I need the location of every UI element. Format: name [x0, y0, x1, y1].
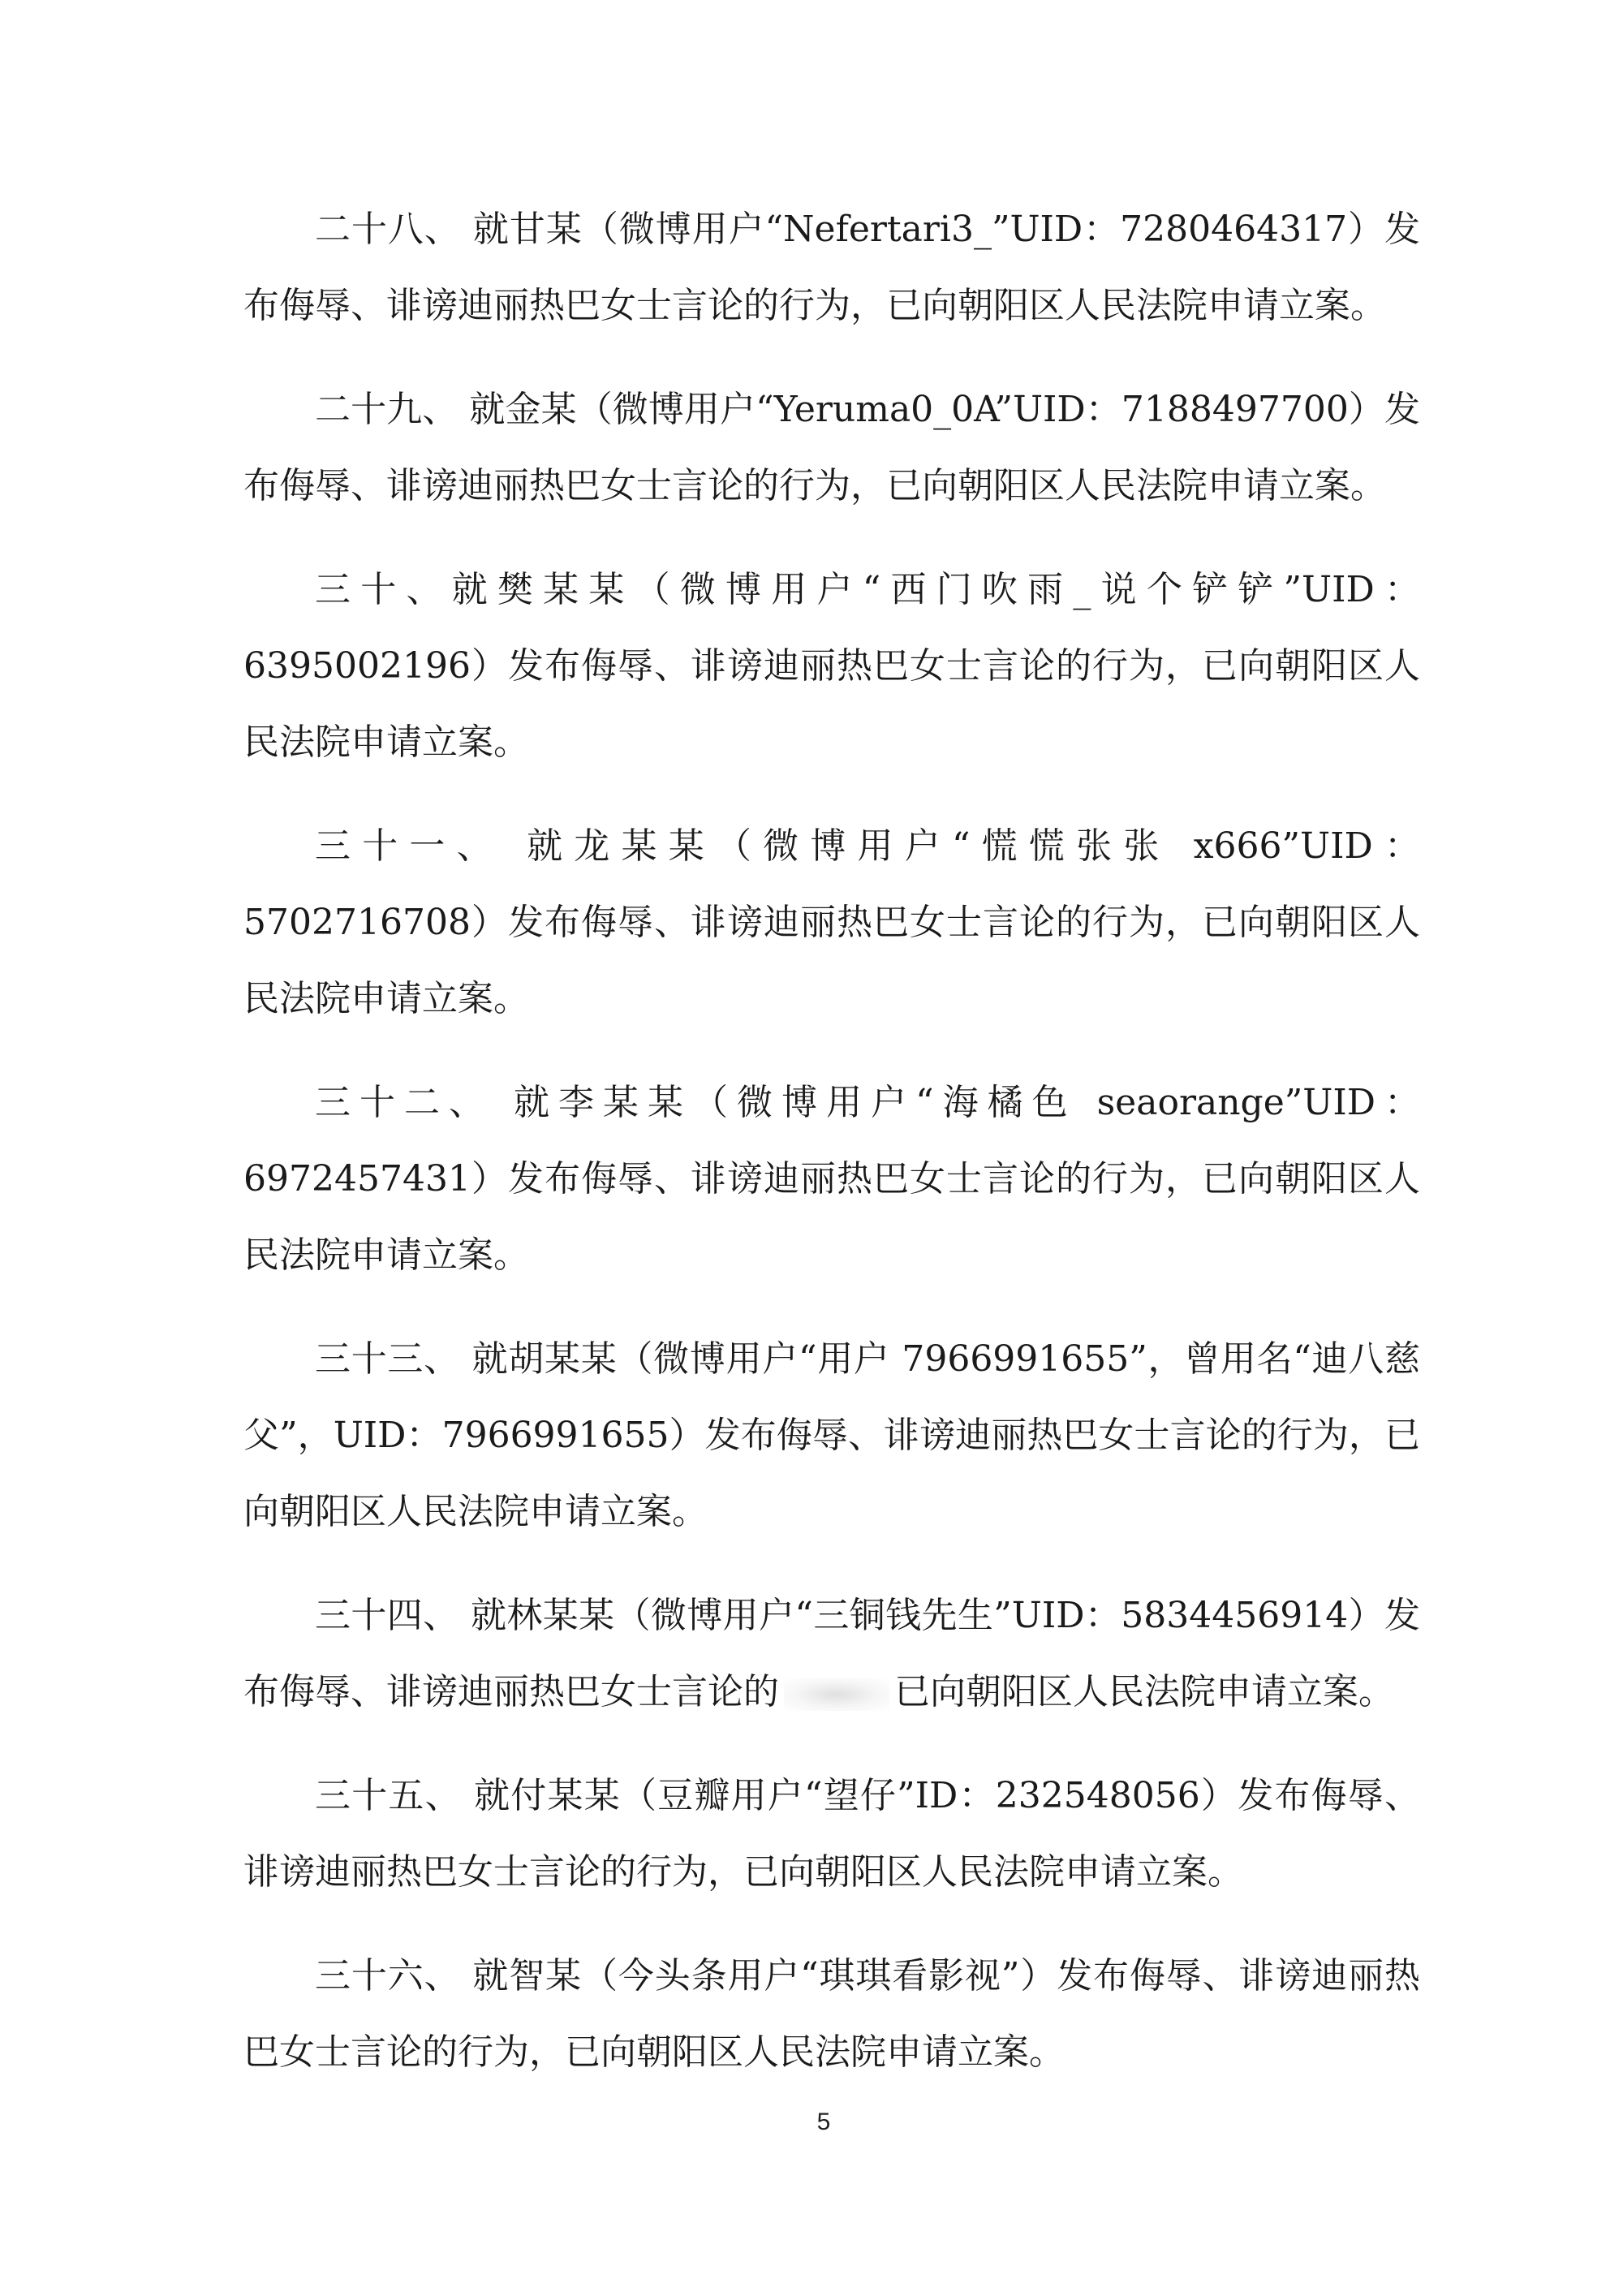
paragraph-31 [243, 808, 1420, 1037]
paragraph-29 [243, 372, 1420, 524]
paragraph-text: 就智某（今头条用户“琪琪看影视”）发布侮辱、诽谤迪丽热巴女士言论的行为，已向朝阳区人民法院申请立案。 [243, 1955, 1420, 2073]
paragraph-text: 就李某某（微博用户“海橘色 seaorange”UID：6972457431）发布侮辱、诽谤迪丽热巴女士言论的行为，已向朝阳区人民法院申请立案。 [243, 1082, 1420, 1276]
paragraph-number: 二十八、 [315, 209, 461, 250]
paragraph-text: 就樊某某（微博用户“西门吹雨_说个铲铲”UID：6395002196）发布侮辱、诽谤迪丽热巴女士言论的行为，已向朝阳区人民法院申请立案。 [243, 569, 1420, 763]
paragraph-number: 三十三、 [315, 1338, 460, 1380]
paragraph-32 [243, 1065, 1420, 1294]
paragraph-number: 三十四、 [315, 1595, 459, 1636]
paragraph-text-before-smudge: 就林某某（微博用户“三铜钱先生”UID：5834456914）发布侮辱、诽谤迪丽热巴女士言论的 [243, 1595, 1420, 1712]
page-number: 5 [816, 2109, 831, 2135]
paragraph-number: 三十六、 [315, 1955, 461, 1997]
paragraph-36 [243, 1938, 1420, 2091]
paragraph-number: 三十一、 [315, 825, 504, 867]
paragraph-text: 就甘某（微博用户“Nefertari3_”UID：7280464317）发布侮辱、诽谤迪丽热巴女士言论的行为，已向朝阳区人民法院申请立案。 [243, 209, 1420, 326]
paragraph-number: 三十二、 [315, 1082, 494, 1123]
paragraph-text: 就龙某某（微博用户“慌慌张张 x666”UID：5702716708）发布侮辱、诽谤迪丽热巴女士言论的行为，已向朝阳区人民法院申请立案。 [243, 825, 1420, 1019]
paragraph-33 [243, 1321, 1420, 1550]
document-body [243, 192, 1420, 2118]
paragraph-text-after-smudge: 已向朝阳区人民法院申请立案。 [894, 1671, 1394, 1712]
smudge-mark [784, 1678, 889, 1711]
paragraph-30 [243, 552, 1420, 781]
paragraph-number: 三十五、 [315, 1775, 462, 1816]
paragraph-35 [243, 1758, 1420, 1910]
paragraph-text: 就付某某（豆瓣用户“望仔”ID：232548056）发布侮辱、诽谤迪丽热巴女士言论的行为，已向朝阳区人民法院申请立案。 [243, 1775, 1420, 1893]
paragraph-text: 就金某（微博用户“Yeruma0_0A”UID：7188497700）发布侮辱、诽谤迪丽热巴女士言论的行为，已向朝阳区人民法院申请立案。 [243, 389, 1420, 506]
paragraph-34 [243, 1578, 1420, 1730]
paragraph-28 [243, 192, 1420, 344]
paragraph-number: 二十九、 [315, 389, 458, 430]
paragraph-text: 就胡某某（微博用户“用户 7966991655”，曾用名“迪八慈父”，UID：7966991655）发布侮辱、诽谤迪丽热巴女士言论的行为，已向朝阳区人民法院申请立案。 [243, 1338, 1420, 1532]
paragraph-number: 三十、 [315, 569, 452, 610]
